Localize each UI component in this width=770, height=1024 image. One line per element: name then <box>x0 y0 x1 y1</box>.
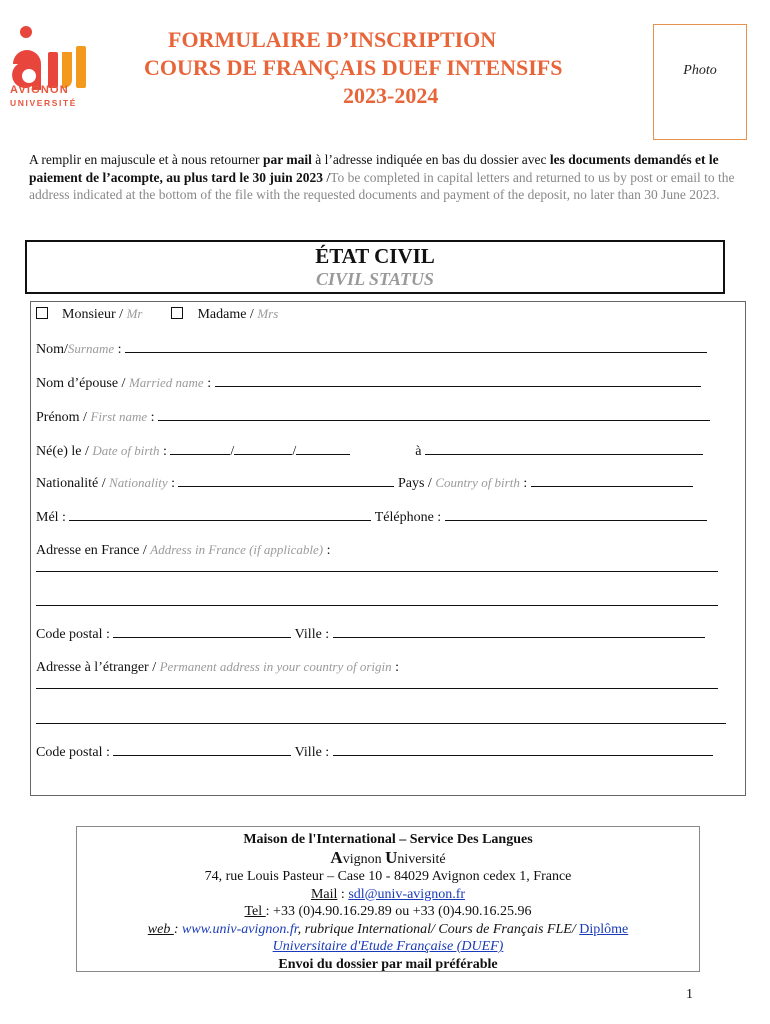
instr-fr-bold-1: par mail <box>262 152 312 167</box>
married-name-row <box>36 374 701 392</box>
title-line-1: FORMULAIRE D’INSCRIPTION <box>168 27 497 52</box>
phone-field[interactable] <box>445 508 707 521</box>
country-label: Pays / <box>397 476 436 491</box>
mr-label: Monsieur / <box>62 307 127 322</box>
mrs-checkbox[interactable] <box>171 307 183 319</box>
instr-fr-2: à l’adresse indiquée en bas du dossier avec <box>311 152 550 167</box>
logo-wordmark <box>10 84 77 110</box>
footer-note: Envoi du dossier par mail préférable <box>278 956 498 972</box>
address-abroad-label: Adresse à l’étranger / <box>36 660 160 675</box>
footer-universite: niversité <box>397 851 446 867</box>
dob-label: Né(e) le / <box>36 444 93 459</box>
surname-field[interactable] <box>125 340 707 353</box>
web-colon: : <box>173 921 183 937</box>
address-france-line-2[interactable] <box>36 605 718 606</box>
logo-name: AVIGNON <box>10 84 69 96</box>
mr-checkbox[interactable] <box>36 307 48 319</box>
surname-label: Nom/ <box>36 342 68 357</box>
form-title <box>120 26 680 110</box>
duef-link-part-1[interactable]: Diplôme <box>579 921 629 937</box>
postcode-abroad-field[interactable] <box>113 743 291 756</box>
title-line-2: COURS DE FRANÇAIS DUEF INTENSIFS <box>144 55 563 80</box>
footer-address: 74, rue Louis Pasteur – Case 10 - 84029 Avignon cedex 1, France <box>204 869 572 884</box>
postcode-abroad-row <box>36 743 713 761</box>
mail-colon: : <box>337 886 349 902</box>
city-france-field[interactable] <box>333 625 705 638</box>
footer-avignon: vignon <box>342 851 386 867</box>
nationality-label: Nationalité / <box>36 476 110 491</box>
colon: : <box>519 476 528 491</box>
web-path: , rubrique International/ Cours de Français FLE/ <box>297 921 580 937</box>
section-title: ÉTAT CIVIL <box>315 244 435 268</box>
phone-label: Téléphone : <box>374 510 442 525</box>
address-abroad-line-1[interactable] <box>36 688 718 689</box>
instr-fr-1: A remplir en majuscule et à nous retourner <box>29 152 263 167</box>
logo-u-left <box>48 52 58 88</box>
postcode-france-row <box>36 625 705 643</box>
footer-initial-a: A <box>330 847 343 867</box>
address-abroad-label-en: Permanent address in your country of origin <box>159 659 392 674</box>
contact-row <box>36 508 707 526</box>
colon: : <box>114 342 122 357</box>
birthplace-field[interactable] <box>425 442 703 455</box>
title-choice-row <box>36 306 278 323</box>
address-france-line-1[interactable] <box>36 571 718 572</box>
title-line-3: 2023-2024 <box>343 83 439 108</box>
footer-tel-row <box>77 903 699 921</box>
footer-initial-u: U <box>385 847 398 867</box>
address-abroad-line-2[interactable] <box>36 723 726 724</box>
mrs-label: Madame / <box>197 307 258 322</box>
nationality-row <box>36 474 693 492</box>
married-name-label-en: Married name <box>128 375 204 390</box>
surname-label-en: Surname <box>67 341 115 356</box>
photo-label: Photo <box>683 63 717 78</box>
instr-en: To be completed in capital letters and returned to us by post or email to the address indicated at the bottom of the file with the requested documents and payment of the deposit, no later than 30 June 2023. <box>29 169 735 202</box>
address-abroad-label-row <box>36 659 399 676</box>
section-header-civil-status <box>25 240 725 294</box>
colon: : <box>147 410 155 425</box>
nationality-label-en: Nationality <box>109 475 168 490</box>
married-name-label: Nom d’épouse / <box>36 376 129 391</box>
logo-u-right <box>62 52 72 88</box>
address-france-label-en: Address in France (if applicable) <box>150 542 324 557</box>
footer-mail-row <box>77 886 699 904</box>
mail-label: Mail <box>310 886 338 902</box>
footer-line-2 <box>77 849 699 869</box>
married-name-field[interactable] <box>215 374 701 387</box>
city-abroad-field[interactable] <box>333 743 713 756</box>
address-france-label: Adresse en France / <box>36 543 151 558</box>
footer-org: Maison de l'International <box>243 832 396 847</box>
dob-label-en: Date of birth <box>92 443 160 458</box>
colon: : <box>167 476 175 491</box>
instr-fr-bold-2: les documents demandés et le paiement de l’acompte, au plus tard le 30 juin 2023 <box>29 152 719 185</box>
colon: : <box>323 543 331 558</box>
address-france-label-row <box>36 542 331 559</box>
photo-box[interactable] <box>653 24 747 140</box>
slash: / <box>230 444 235 459</box>
colon: : <box>159 444 167 459</box>
contact-box <box>76 826 700 972</box>
email-field[interactable] <box>69 508 371 521</box>
logo-subname: UNIVERSITÉ <box>10 98 78 108</box>
mail-link[interactable]: sdl@univ-avignon.fr <box>348 886 466 902</box>
instructions <box>29 151 739 204</box>
postcode-label: Code postal : <box>36 627 110 642</box>
web-label: web <box>147 921 174 937</box>
birthplace-label: à <box>415 444 422 459</box>
first-name-label: Prénom / <box>36 410 91 425</box>
dob-year-field[interactable] <box>296 442 350 455</box>
dob-day-field[interactable] <box>170 442 230 455</box>
postcode-label: Code postal : <box>36 745 110 760</box>
colon: : <box>207 376 212 391</box>
section-subtitle: CIVIL STATUS <box>316 269 434 289</box>
email-label: Mél : <box>36 510 66 525</box>
country-field[interactable] <box>531 474 693 487</box>
birth-row <box>36 442 703 460</box>
first-name-label-en: First name <box>90 409 148 424</box>
footer-line-1 <box>77 831 699 849</box>
first-name-field[interactable] <box>158 408 710 421</box>
duef-link-part-2[interactable]: Universitaire d'Etude Française (DUEF) <box>272 939 504 954</box>
web-link[interactable]: www.univ-avignon.fr <box>182 921 298 937</box>
city-label: Ville : <box>294 745 330 760</box>
postcode-france-field[interactable] <box>113 625 291 638</box>
mrs-label-en: Mrs <box>257 306 279 321</box>
footer-service: – Service Des Langues <box>395 832 533 847</box>
tel-label: Tel <box>244 904 266 919</box>
colon: : <box>391 660 400 675</box>
city-label: Ville : <box>294 627 330 642</box>
country-label-en: Country of birth <box>435 475 520 490</box>
civil-status-form <box>30 301 746 796</box>
instr-fr-3: / <box>323 169 331 185</box>
mr-label-en: Mr <box>126 306 143 321</box>
page-number: 1 <box>686 987 693 1002</box>
slash: / <box>292 444 297 459</box>
logo-dot-red <box>20 26 32 38</box>
surname-row <box>36 340 707 358</box>
footer-web-row <box>77 921 699 939</box>
footer-web-row-2 <box>77 938 699 956</box>
first-name-row <box>36 408 710 426</box>
dob-month-field[interactable] <box>234 442 292 455</box>
nationality-field[interactable] <box>178 474 394 487</box>
tel-value: : +33 (0)4.90.16.29.89 ou +33 (0)4.90.16.25.96 <box>265 904 532 919</box>
